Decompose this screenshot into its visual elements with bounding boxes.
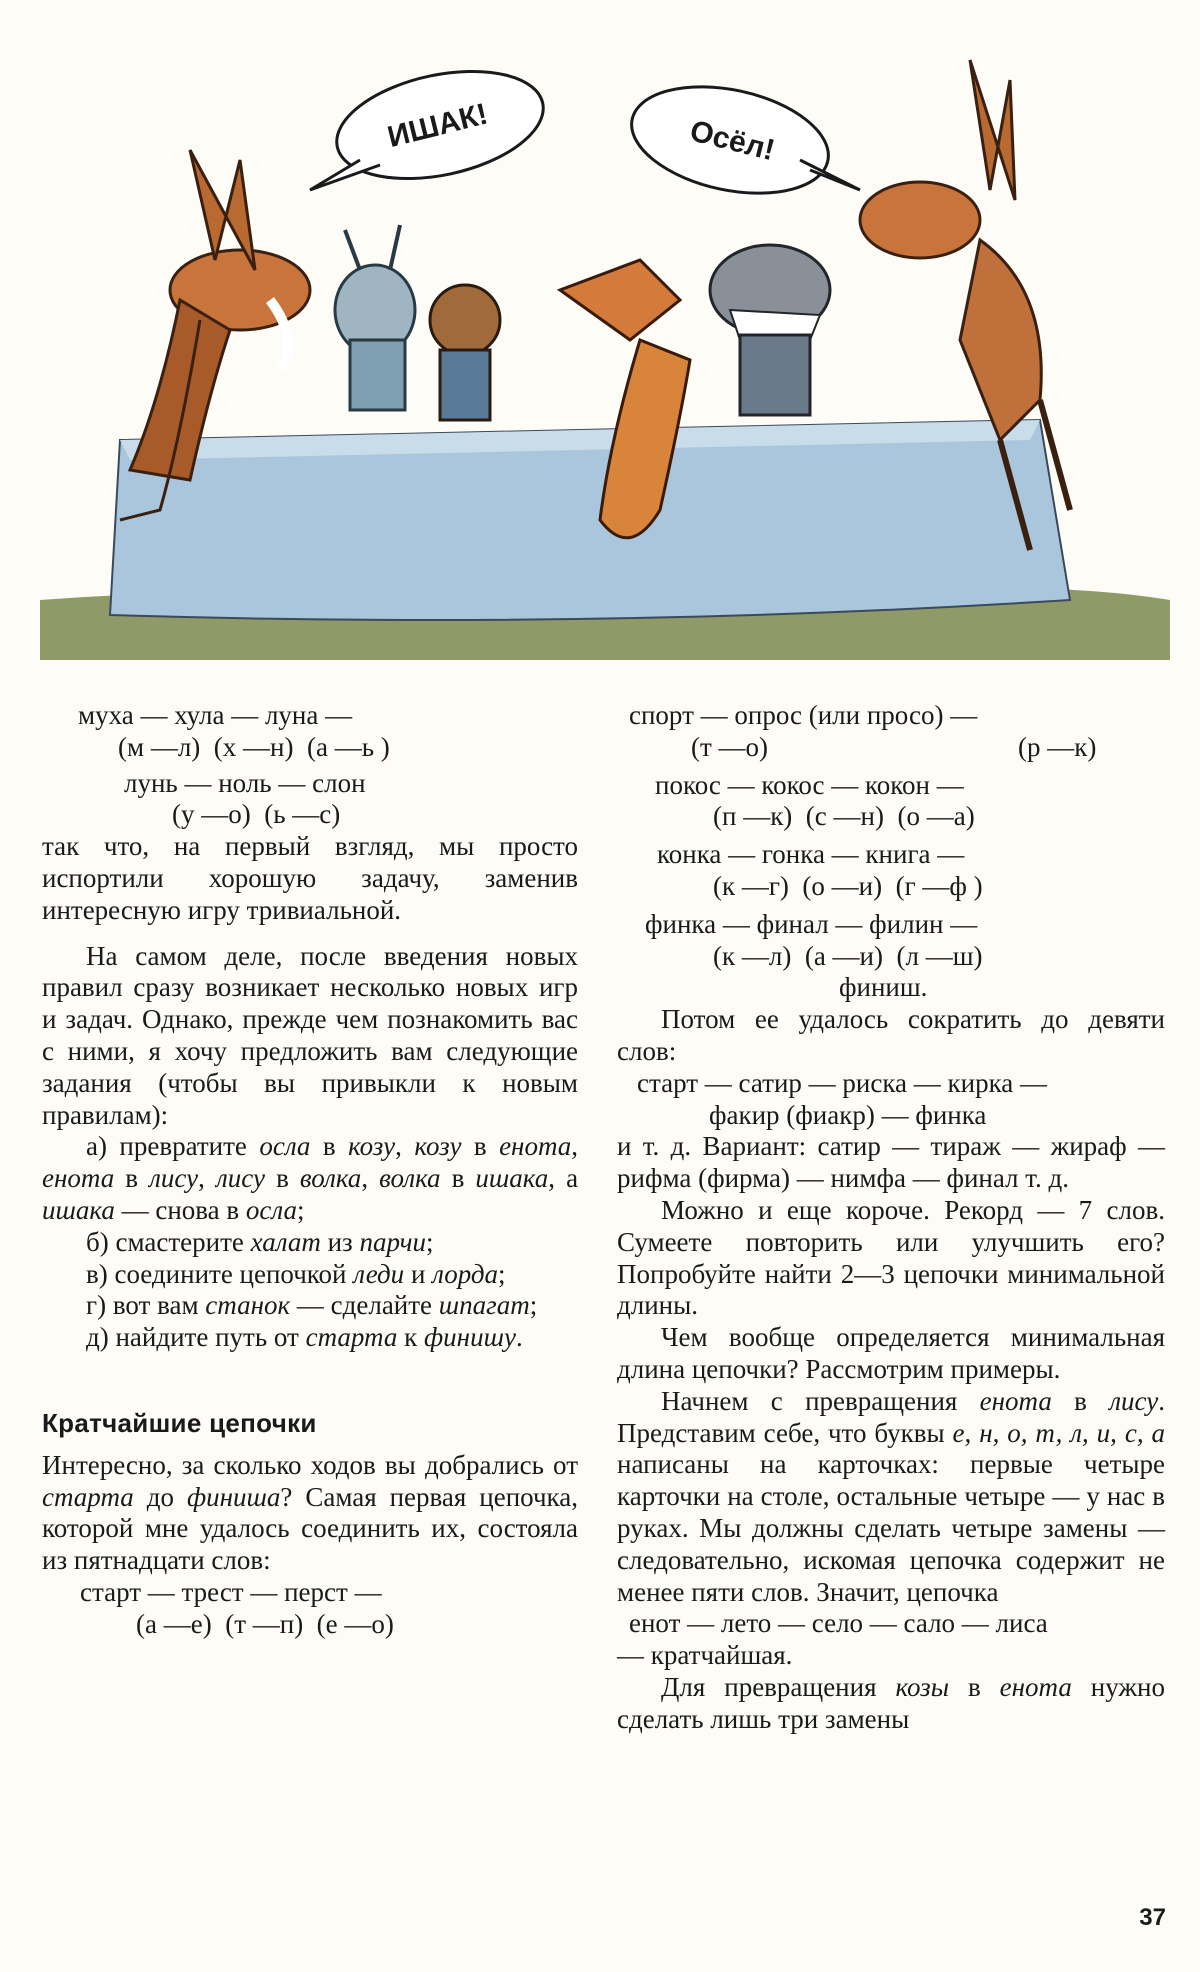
chain-line: (к —л) (а —и) (л —ш) (713, 940, 983, 971)
task-item: а) превратите осла в козу, козу в енота, енота в лису, лису в волка, волка в ишака, а ишака — снова в осла; (42, 1131, 579, 1225)
chain-line: (у —о) (ь —с) (172, 799, 341, 830)
chain-line: факир (фиакр) — финка (709, 1099, 987, 1130)
chain-line: старт — трест — перст — (80, 1576, 382, 1607)
bubble-left-text: ИШАК! (384, 97, 492, 155)
chain-line: (м —л) (х —н) (а —ь ) (118, 731, 390, 762)
raccoon-figure (430, 285, 500, 420)
chain-line: (п —к) (с —н) (о —а) (713, 801, 975, 832)
illustration-animals-at-table (40, 40, 1170, 660)
right-column (617, 700, 1165, 1736)
chain-line: финиш. (839, 972, 928, 1003)
chain-line: конка — гонка — книга — (657, 839, 965, 870)
task-item: в) соедините цепочкой леди и лорда; (86, 1258, 506, 1289)
chain-line: енот — лето — село — сало — лиса (629, 1608, 1048, 1639)
task-item: д) найдите путь от старта к финишу. (86, 1322, 523, 1353)
task-item: г) вот вам станок — сделайте шпагат; (86, 1290, 538, 1321)
section-heading: Кратчайшие цепочки (42, 1407, 317, 1438)
chain-line: финка — финал — филин — (645, 908, 978, 939)
bubble-right-text: Осёл! (686, 114, 778, 168)
paragraph: Интересно, за сколько ходов вы добрались от старта до финиша? Самая первая цепочка, которой мне удалось соединить их, состояла из пятнадцати слов: (42, 1449, 578, 1576)
paragraph: Потом ее удалось сократить до девяти слов: (617, 1004, 1165, 1066)
paragraph: На самом деле, после введения новых правил сразу возникает несколько новых игр и задач. Однако, прежде чем познакомить вас с ними, я хочу предложить вам следующие задания (чтобы вы привыкли к новым правилам): (42, 940, 578, 1130)
chain-line: покос — кокос — кокон — (655, 769, 964, 800)
paragraph: так что, на первый взгляд, мы просто испортили хорошую задачу, заменив интересную игру тривиальной. (42, 831, 578, 925)
speech-bubble-right (622, 70, 860, 209)
paragraph: — кратчайшая. (617, 1640, 793, 1671)
chain-line: (а —е) (т —п) (е —о) (136, 1608, 394, 1639)
paragraph: Чем вообще определяется минимальная длина цепочки? Рассмотрим примеры. (617, 1322, 1165, 1384)
goat-figure (335, 225, 415, 410)
chain-line: (к —г) (о —и) (г —ф ) (713, 870, 983, 901)
chain-line: лунь — ноль — слон (124, 767, 366, 798)
paragraph: Для превращения козы в енота нужно сделать лишь три замены (617, 1671, 1165, 1734)
chain-line: спорт — опрос (или просо) — (629, 700, 978, 730)
page-number: 37 (1139, 1904, 1166, 1931)
wolf-figure (710, 245, 830, 415)
left-column (42, 700, 578, 1641)
paragraph: Начнем с превращения енота в лису. Представим себе, что буквы е, н, о, т, л, и, с, а написаны на карточках: первые четыре карточки на столе, остальные четыре — у нас в руках. Мы должны сделать четыре замены — следовательно, искомая цепочка содержит не менее пяти слов. Значит, цепочка (617, 1385, 1165, 1607)
speech-bubble-left (310, 54, 553, 195)
chain-line: (т —о) (р —к) (691, 731, 1097, 762)
chain-line: муха — хула — луна — (78, 700, 353, 730)
paragraph: и т. д. Вариант: сатир — тираж — жираф — рифма (фирма) — нимфа — финал т. д. (617, 1131, 1165, 1194)
chain-line: старт — сатир — риска — кирка — (637, 1067, 1048, 1098)
task-item: б) смастерите халат из парчи; (86, 1226, 434, 1257)
paragraph: Можно и еще короче. Рекорд — 7 слов. Сумеете повторить или улучшить его? Попробуйте найти 2—3 цепочки минимальной длины. (617, 1194, 1165, 1321)
